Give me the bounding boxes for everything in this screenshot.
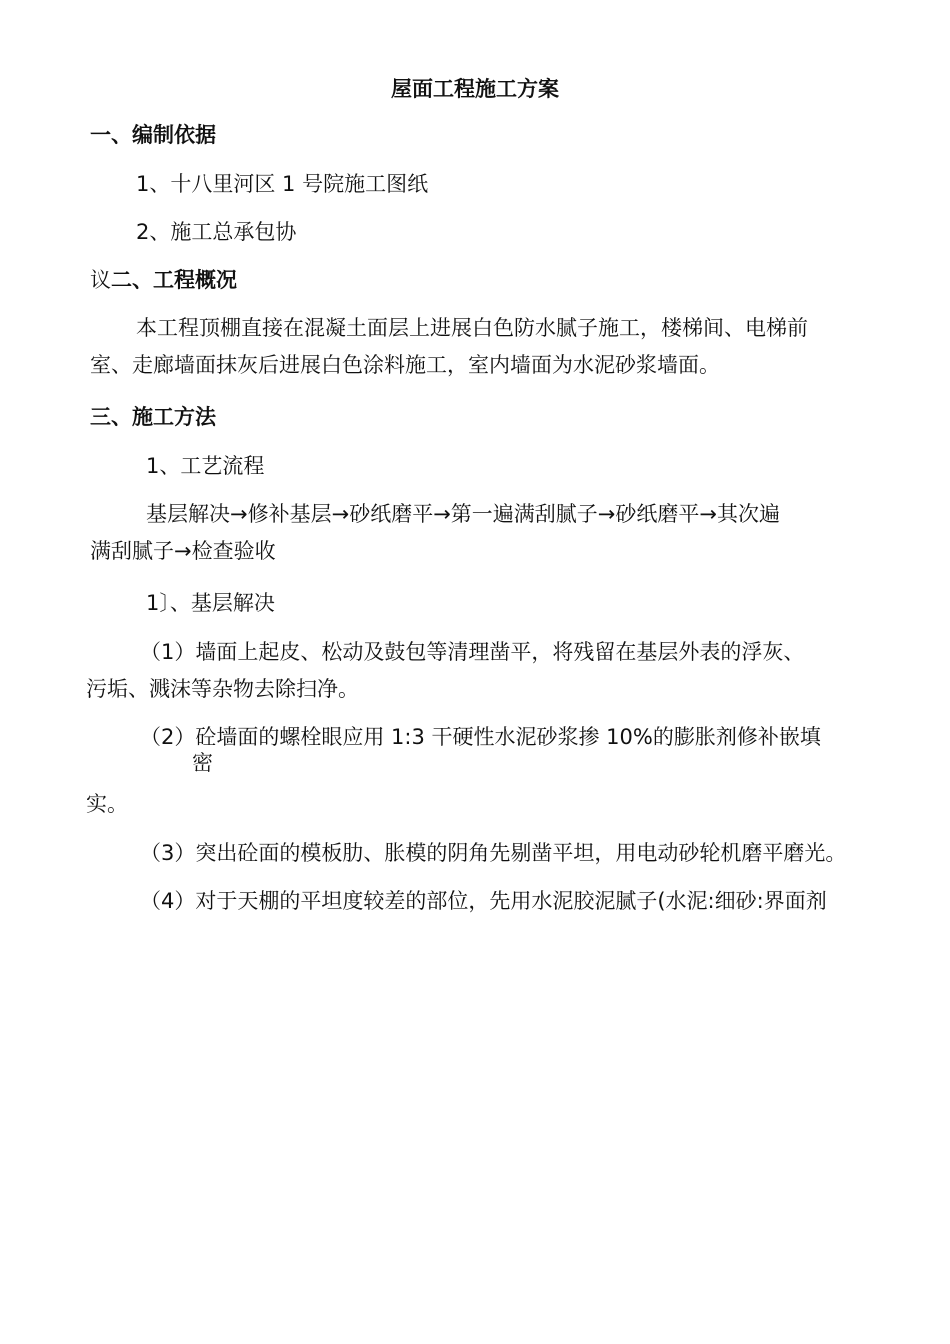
item-3-line-1: （3）突出砼面的模板肋、胀模的阴角先剔凿平坦，用电动砂轮机磨平磨光。 <box>140 841 847 865</box>
basis-item-1: 1、十八里河区 1 号院施工图纸 <box>136 172 429 196</box>
item-1-line-1: （1）墙面上起皮、松动及鼓包等清理凿平，将残留在基层外表的浮灰、 <box>140 640 805 664</box>
process-flow-line-1: 基层解决→修补基层→砂纸磨平→第一遍满刮腻子→砂纸磨平→其次遍 <box>146 502 780 526</box>
section-heading-overview: 二、工程概况 <box>111 268 237 292</box>
item-4-line-1: （4）对于天棚的平坦度较差的部位，先用水泥胶泥腻子(水泥:细砂:界面剂 <box>140 889 827 913</box>
section-heading-method: 三、施工方法 <box>90 405 216 429</box>
section-heading-overview-line <box>90 266 237 294</box>
subheading-base-treatment: 1〕、基层解决 <box>146 591 275 615</box>
subheading-process-flow: 1、工艺流程 <box>146 454 265 478</box>
basis-item-2-continuation: 议 <box>90 268 111 292</box>
item-2-line-2: 实。 <box>86 792 128 816</box>
section-heading-basis: 一、编制依据 <box>90 123 216 147</box>
process-flow-line-2: 满刮腻子→检查验收 <box>90 539 276 563</box>
item-2-line-1: （2）砼墙面的螺栓眼应用 1:3 干硬性水泥砂浆掺 10%的膨胀剂修补嵌填 <box>140 725 821 749</box>
item-2-wrap-char: 密 <box>192 751 213 775</box>
basis-item-2: 2、施工总承包协 <box>136 220 297 244</box>
document-title: 屋面工程施工方案 <box>391 77 559 101</box>
item-1-line-2: 污垢、溅沫等杂物去除扫净。 <box>86 677 359 701</box>
overview-paragraph-line-1: 本工程顶棚直接在混凝土面层上进展白色防水腻子施工，楼梯间、电梯前 <box>136 316 808 340</box>
overview-paragraph-line-2: 室、走廊墙面抹灰后进展白色涂料施工，室内墙面为水泥砂浆墙面。 <box>90 353 720 377</box>
